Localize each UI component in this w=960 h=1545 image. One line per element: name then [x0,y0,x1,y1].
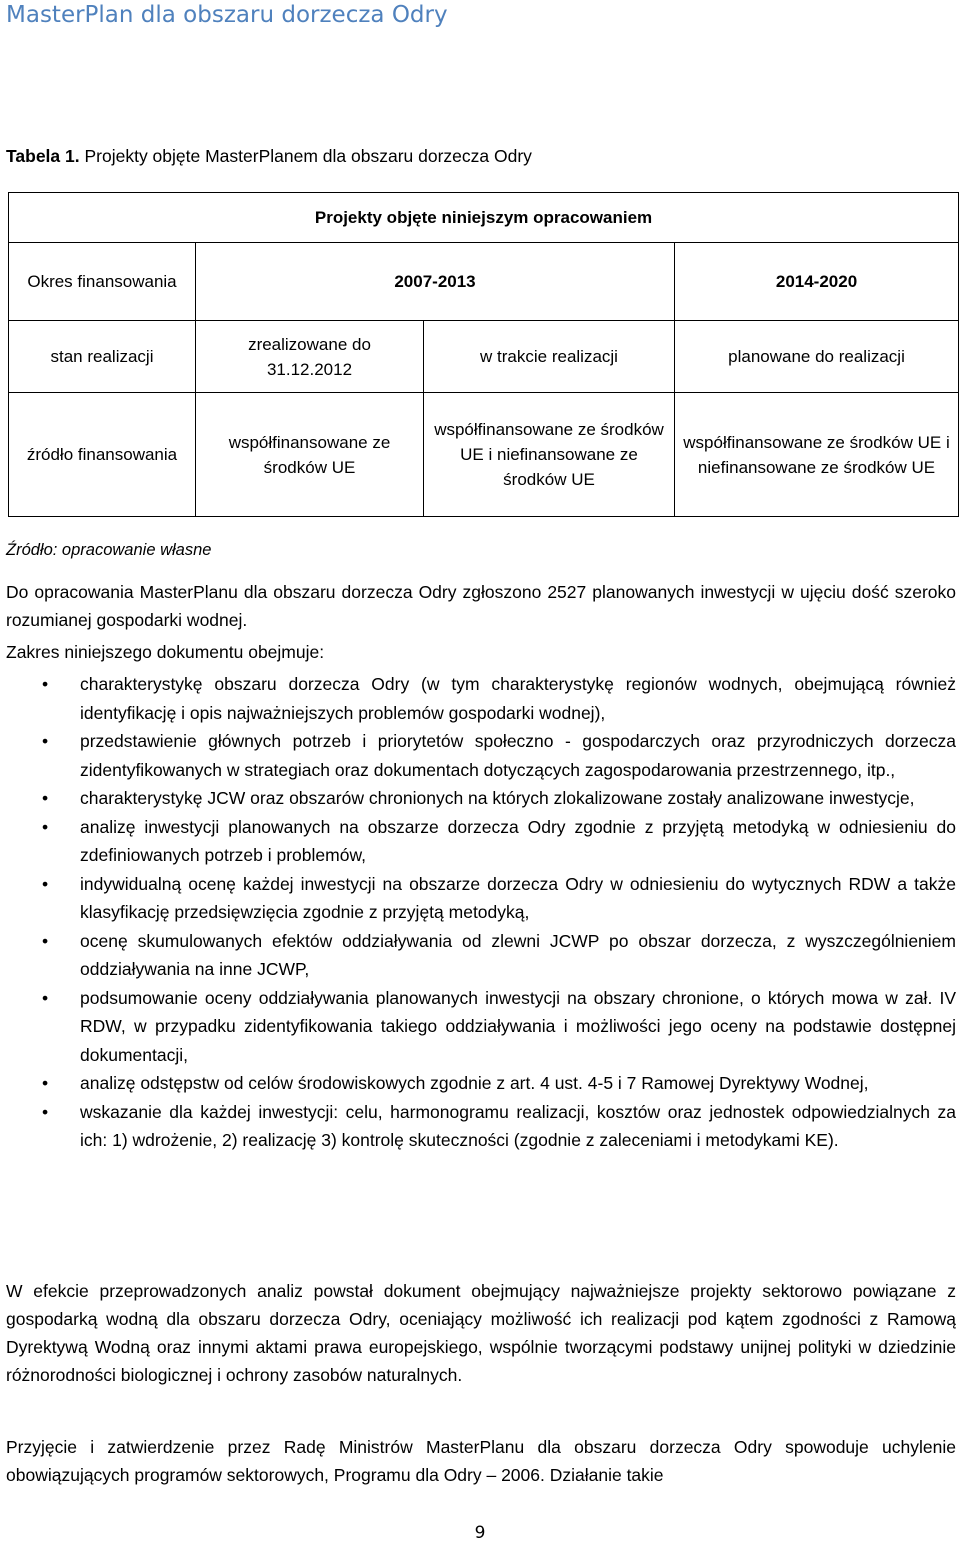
row-label-stan: stan realizacji [9,321,196,393]
list-item-text: charakterystykę obszaru dorzecza Odry (w tym charakterystykę regionów wodnych, obejmującą również identyfikację i opis najważniejszych problemów gospodarki wodnej), [80,674,956,723]
list-item-text: analizę inwestycji planowanych na obszarze dorzecza Odry zgodnie z przyjętą metodyką w odniesieniu do zdefiniowanych potrzeb i problemów, [80,816,956,865]
paragraph-przyjecie: Przyjęcie i zatwierdzenie przez Radę Ministrów MasterPlanu dla obszaru dorzecza Odry spowoduje uchylenie obowiązujących programów sektorowych, Programu dla Odry – 2006. Działanie takie [6,1437,956,1485]
period-2014-2020: 2014-2020 [675,243,959,321]
list-item [6,813,956,870]
list-item-text: podsumowanie oceny oddziaływania planowanych inwestycji na obszary chronione, o których mowa w zał. IV RDW, w przypadku zidentyfikowania takiego oddziaływania i możliwości jego oceny na podstawie dostępnej dokumentacji, [80,987,956,1065]
list-item-text: przedstawienie głównych potrzeb i priorytetów społeczno - gospodarczych oraz przyrodniczych dorzecza zidentyfikowanych w strategiach oraz dokumentach dotyczących zagospodarowania przestrzennego, itp., [80,731,956,780]
list-item [6,1069,956,1098]
row-label-okres: Okres finansowania [9,243,196,321]
row-label-zrodlo: źródło finansowania [9,393,196,517]
bullet-icon: • [42,1073,49,1093]
list-item-text: wskazanie dla każdej inwestycji: celu, harmonogramu realizacji, kosztów oraz jednostek odpowiedzialnych za ich: 1) wdrożenie, 2) realizację 3) kontrolę skuteczności (zgodnie z zaleceniami i metodykami KE). [80,1101,956,1150]
table-row [9,393,959,517]
bullet-icon: • [42,987,49,1008]
list-item [6,927,956,984]
zrodlo-c3: współfinansowane ze środków UE i niefinansowane ze środków UE [675,393,959,517]
list-item [6,670,956,727]
list-item [6,984,956,1070]
table-caption-text: Projekty objęte MasterPlanem dla obszaru dorzecza Odry [84,146,532,166]
list-item [6,1098,956,1155]
list-item-text: indywidualną ocenę każdej inwestycji na obszarze dorzecza Odry w odniesieniu do wytycznych RDW a także klasyfikację przedsięwzięcia zgodnie z przyjętą metodyką, [80,873,956,922]
table-caption [6,146,532,167]
bullet-icon: • [42,788,49,808]
projects-table [8,192,959,517]
scope-bullet-list [6,670,956,1155]
zrodlo-c1: współfinansowane ze środków UE [196,393,424,517]
bullet-icon: • [42,873,49,894]
page-number: 9 [474,1523,486,1543]
list-item-text: ocenę skumulowanych efektów oddziaływania od zlewni JCWP po obszar dorzecza, z wyszczególnieniem oddziaływania na inne JCWP, [80,930,956,979]
list-item [6,784,956,813]
table-source-note: Źródło: opracowanie własne [6,541,212,559]
table-row [9,193,959,243]
bullet-icon: • [42,1101,49,1122]
bullet-icon: • [42,731,49,751]
table-row [9,321,959,393]
table-caption-label: Tabela 1. [6,146,80,166]
table-row [9,243,959,321]
bullet-icon: • [42,816,49,837]
period-2007-2013: 2007-2013 [196,243,675,321]
list-item [6,727,956,784]
list-item-text: charakterystykę JCW oraz obszarów chronionych na których zlokalizowane zostały analizowane inwestycje, [80,788,915,808]
list-item-text: analizę odstępstw od celów środowiskowych zgodnie z art. 4 ust. 4-5 i 7 Ramowej Dyrektywy Wodnej, [80,1073,869,1093]
stan-zrealizowane: zrealizowane do 31.12.2012 [196,321,424,393]
stan-w-trakcie: w trakcie realizacji [424,321,675,393]
bullet-icon: • [42,930,49,951]
paragraph-inwestycje: Do opracowania MasterPlanu dla obszaru dorzecza Odry zgłoszono 2527 planowanych inwestycji w ujęciu dość szeroko rozumianej gospodarki wodnej. [6,582,956,630]
paragraph-w-efekcie: W efekcie przeprowadzonych analiz powstał dokument obejmujący najważniejsze projekty sektorowo powiązane z gospodarką wodną dla obszaru dorzecza Odry, oceniający możliwość ich realizacji pod kątem zgodności z Ramową Dyrektywą Wodną oraz innymi aktami prawa europejskiego, wspólnie tworzącymi podstawy unijnej polityki w dziedzinie różnorodności biologicznej i ochrony zasobów naturalnych. [6,1281,956,1385]
zrodlo-c2: współfinansowane ze środków UE i niefinansowane ze środków UE [424,393,675,517]
paragraph-zakres-intro: Zakres niniejszego dokumentu obejmuje: [6,642,325,662]
stan-planowane: planowane do realizacji [675,321,959,393]
table-top-header: Projekty objęte niniejszym opracowaniem [9,193,959,243]
list-item [6,870,956,927]
bullet-icon: • [42,674,49,694]
document-header-title: MasterPlan dla obszaru dorzecza Odry [6,2,448,28]
